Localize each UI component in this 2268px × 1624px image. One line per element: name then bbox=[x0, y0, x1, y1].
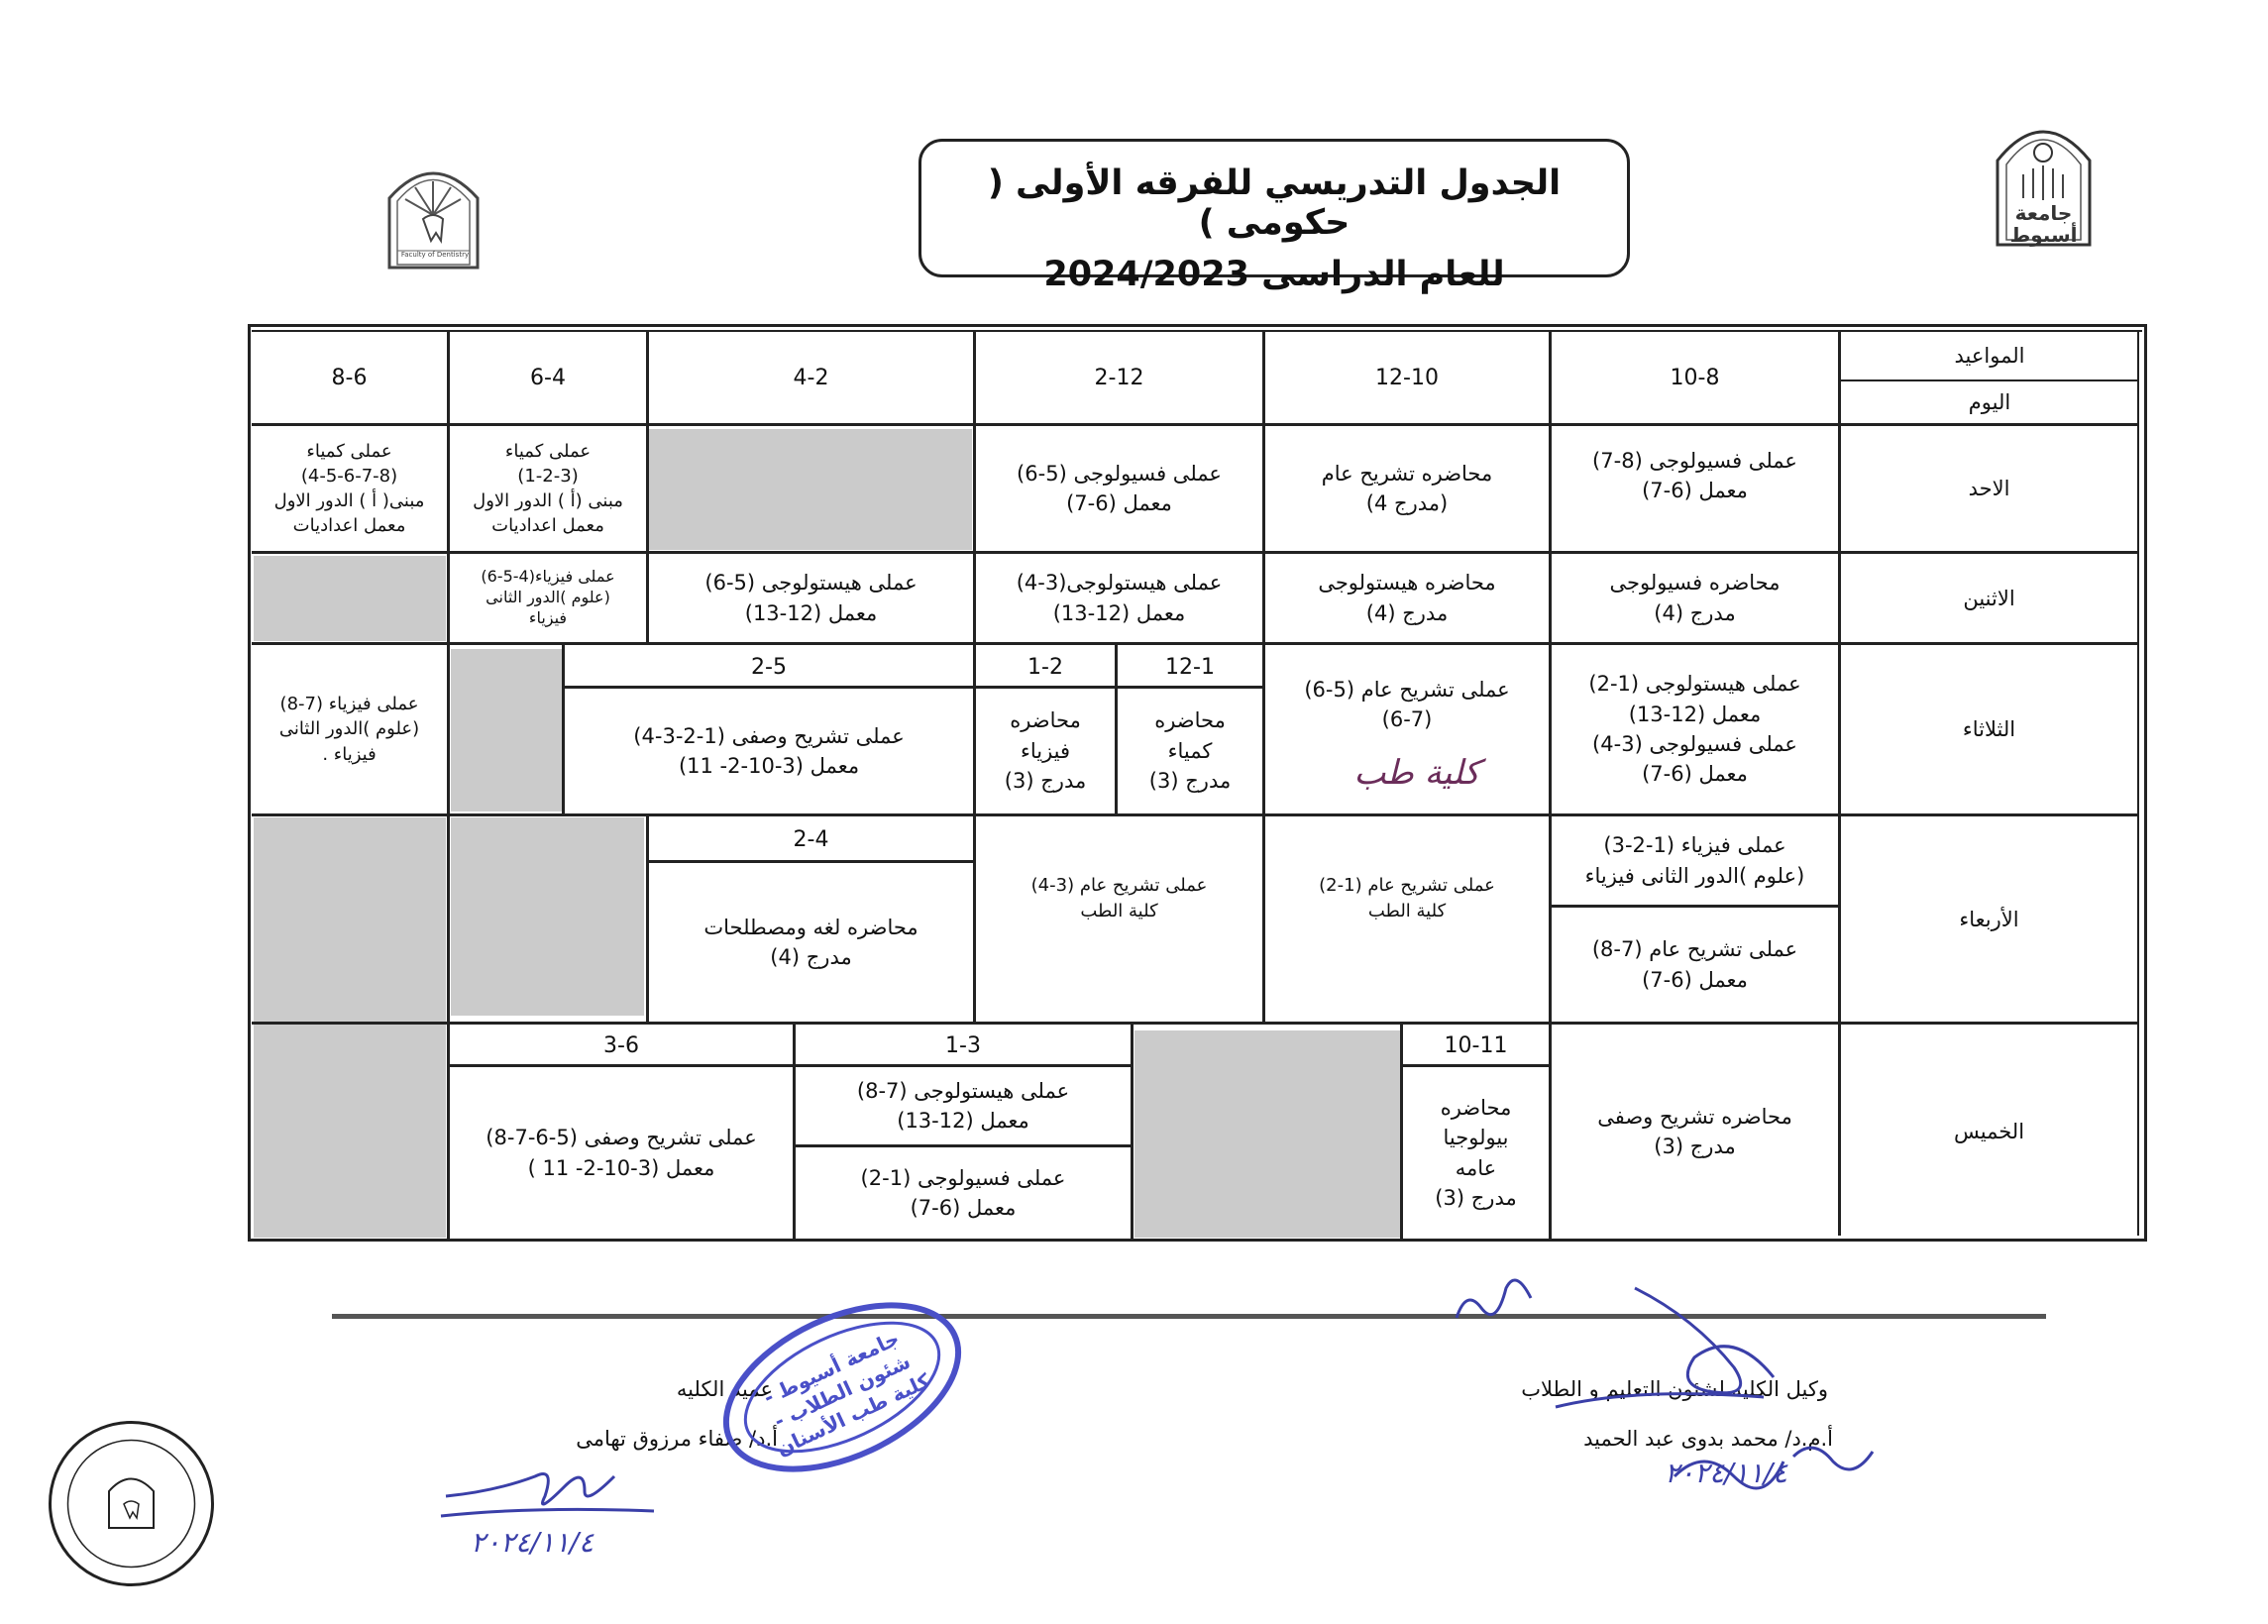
student-affairs-stamp bbox=[703, 1298, 981, 1476]
handwritten-note: كلية طب bbox=[1353, 753, 1480, 793]
session-cell: عملى تشريح عام (1-2) كلية الطب bbox=[1319, 875, 1495, 921]
session-cell: محاضره فيزياء مدرج (3) bbox=[1004, 708, 1087, 794]
empty-cell bbox=[649, 429, 972, 550]
session-cell: عملى فيزياء (1-2-3) (علوم )الدور الثانى فيزياء bbox=[1584, 833, 1805, 888]
session-cell: محاضره تشريح وصفى مدرج (3) bbox=[1597, 1104, 1792, 1158]
session-cell: عملى تشريح عام (5-6) (6-7) bbox=[1304, 677, 1510, 731]
time-slot: 6-4 bbox=[530, 365, 566, 390]
session-cell: عملى تشريح عام (7-8) معمل (6-7) bbox=[1591, 937, 1798, 992]
session-cell: عملى تشريح وصفى (5-6-7-8) معمل (3-10-2- 11 ) bbox=[486, 1126, 757, 1180]
time-slot: 8-6 bbox=[331, 365, 368, 390]
page-subtitle: للعام الدراسى 2024/2023 bbox=[1043, 255, 1505, 294]
empty-cell bbox=[254, 556, 446, 641]
official-seal bbox=[45, 1417, 218, 1590]
day-wednesday: الأربعاء bbox=[1959, 907, 2019, 931]
day-tuesday: الثلاثاء bbox=[1962, 717, 2016, 741]
dean-title: عميد الكليه bbox=[676, 1377, 773, 1401]
session-cell: عملى فسيولوجى (8-7) معمل (6-7) bbox=[1592, 448, 1797, 502]
empty-cell bbox=[451, 649, 562, 812]
session-cell: عملى هيستولوجى (1-2) معمل (12-13) عملى فسيولوجى (3-4) معمل (6-7) bbox=[1588, 672, 1801, 787]
sub-time-slot: 10-11 bbox=[1444, 1032, 1508, 1058]
time-slot: 12-10 bbox=[1375, 365, 1439, 390]
day-monday: الاثنين bbox=[1963, 586, 2015, 610]
day-label: اليوم bbox=[1968, 390, 2011, 414]
session-cell: محاضره كمياء مدرج (3) bbox=[1148, 708, 1232, 794]
session-cell: محاضره تشريح عام (مدرج 4) bbox=[1321, 461, 1493, 515]
session-cell: عملى كمياء (4-5-6-7-8) مبنى( أ ) الدور الاول معمل اعداديات bbox=[273, 440, 425, 537]
session-cell: عملى فيزياء(4-5-6) (علوم )الدور الثانى فيزياء bbox=[481, 567, 615, 627]
sub-time-slot: 1-2 bbox=[1027, 654, 1063, 680]
date-left: ٢٠٢٤/١١/٤ bbox=[471, 1526, 594, 1559]
empty-cell bbox=[451, 817, 644, 1016]
university-logo bbox=[1992, 111, 2096, 250]
session-cell: عملى هيستولوجى (7-8) معمل (12-13) bbox=[856, 1078, 1070, 1133]
session-cell: محاضره فسيولوجى مدرج (4) bbox=[1609, 571, 1781, 625]
stamp-text: جامعة أسيوط - شئون الطلاب - كلية طب الأسنان bbox=[759, 1326, 934, 1461]
session-cell: محاضره هيستولوجى مدرج (4) bbox=[1318, 571, 1496, 625]
sub-time-slot: 3-6 bbox=[603, 1032, 639, 1058]
time-slot: 10-8 bbox=[1670, 365, 1720, 390]
university-logo-text: جامعة أسيوط bbox=[2009, 201, 2078, 247]
times-label: المواعيد bbox=[1954, 344, 2025, 368]
dean-name: أ.د/ صفاء مرزوق تهامى bbox=[576, 1427, 778, 1451]
sub-time-slot: 1-3 bbox=[945, 1032, 981, 1058]
sub-time-slot: 12-1 bbox=[1165, 654, 1215, 680]
session-cell: محاضره بيولوجيا عامه مدرج (3) bbox=[1435, 1095, 1517, 1210]
empty-cell bbox=[254, 817, 446, 1238]
session-cell: عملى فسيولوجى (5-6) معمل (6-7) bbox=[1017, 461, 1222, 515]
date-right: ٢٠٢٤/١١/٤ bbox=[1665, 1457, 1788, 1489]
vice-dean-name: أ.م.د/ محمد بدوى عبد الحميد bbox=[1583, 1427, 1833, 1451]
day-thursday: الخميس bbox=[1953, 1120, 2025, 1143]
page-title: الجدول التدريسي للفرقه الأولى ( حكومى ) bbox=[987, 163, 1562, 243]
sub-time-slot: 2-4 bbox=[793, 826, 829, 852]
time-slot: 2-12 bbox=[1094, 365, 1144, 390]
title-box bbox=[918, 139, 1630, 294]
session-cell: عملى فسيولوجى (1-2) معمل (6-7) bbox=[860, 1165, 1066, 1220]
session-cell: عملى تشريح وصفى (1-2-3-4) معمل (3-10-2- 11) bbox=[633, 723, 905, 778]
sub-time-slot: 2-5 bbox=[751, 654, 787, 680]
faculty-logo-text: Faculty of Dentistry bbox=[400, 251, 470, 259]
session-cell: محاضره لغه ومصطلحات مدرج (4) bbox=[703, 915, 918, 969]
session-cell: عملى هيستولوجى(3-4) معمل (12-13) bbox=[1016, 571, 1223, 625]
empty-cell bbox=[1134, 1030, 1400, 1238]
time-slot: 4-2 bbox=[793, 365, 829, 390]
session-cell: عملى كمياء (1-2-3) مبنى (أ ) الدور الاول معمل اعداديات bbox=[473, 440, 623, 537]
vice-dean-title: وكيل الكليه لشئون التعليم و الطلاب bbox=[1521, 1377, 1828, 1401]
faculty-logo bbox=[381, 154, 486, 272]
session-cell: عملى هيستولوجى (5-6) معمل (12-13) bbox=[704, 571, 918, 625]
day-sunday: الاحد bbox=[1968, 477, 2010, 500]
session-cell: عملى تشريح عام (3-4) كلية الطب bbox=[1030, 875, 1208, 921]
session-cell: عملى فيزياء (7-8) (علوم )الدور الثانى فيزياء . bbox=[278, 694, 420, 765]
